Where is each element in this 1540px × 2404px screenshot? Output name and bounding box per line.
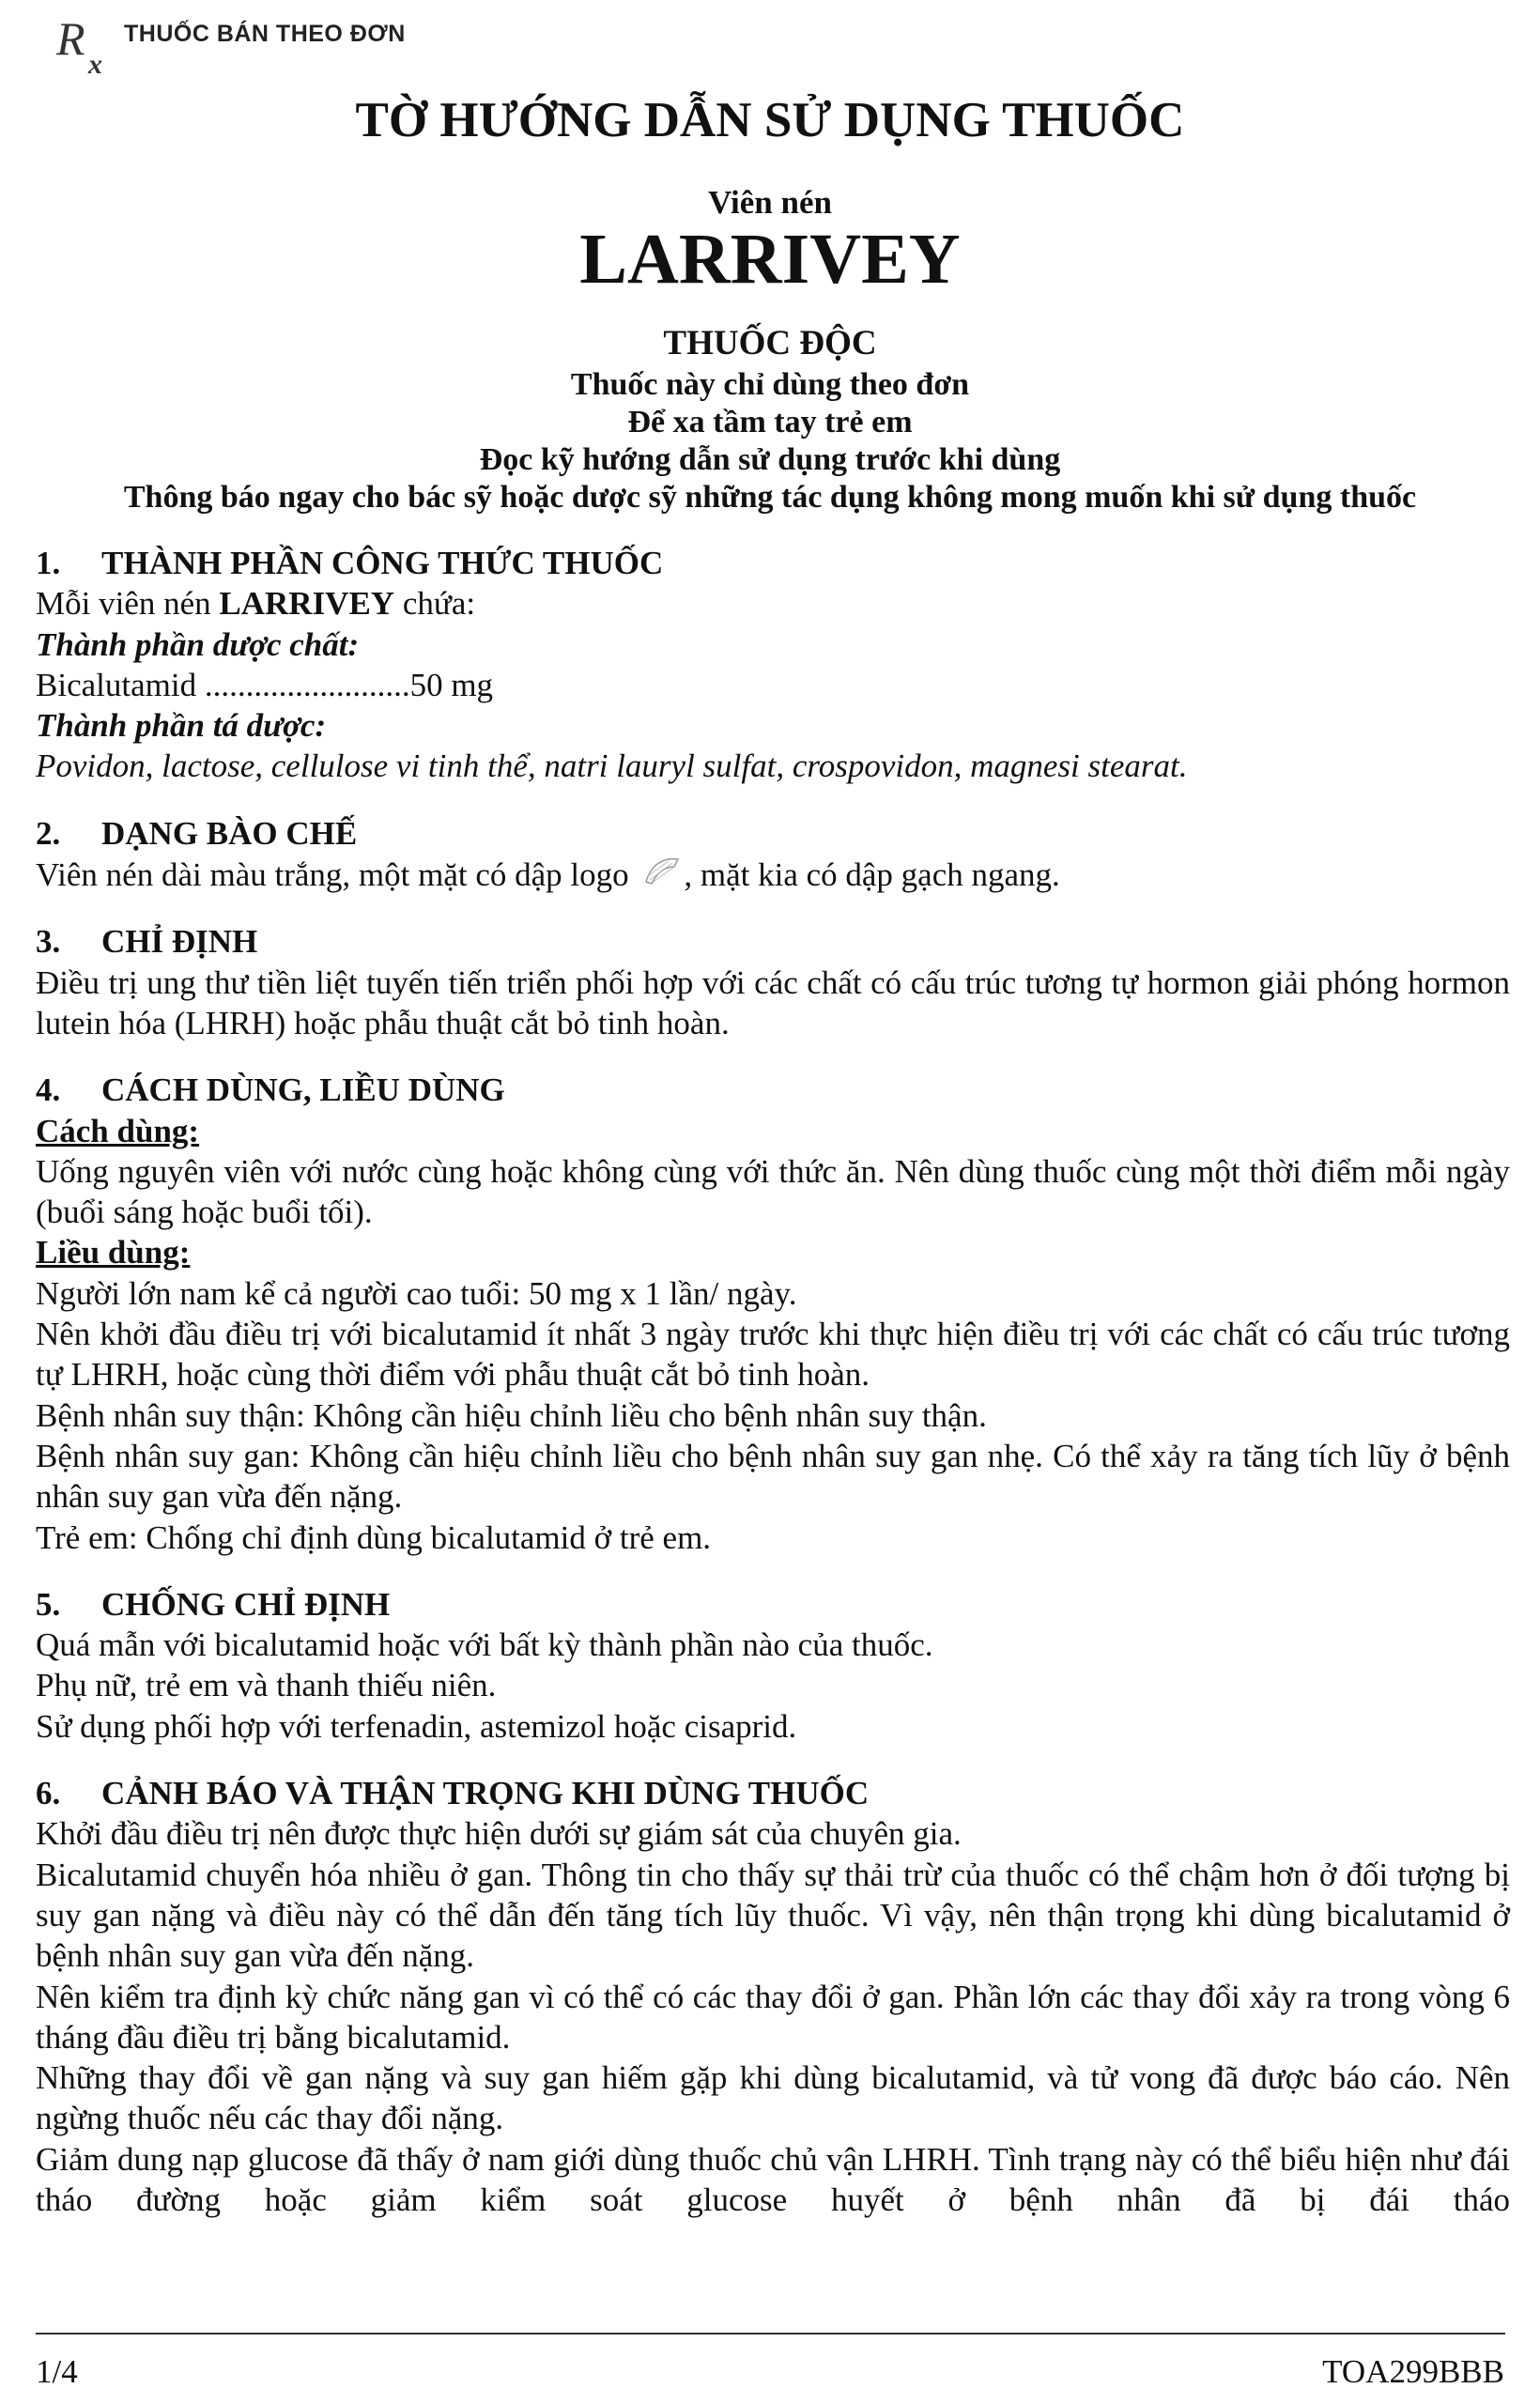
dose-line: Trẻ em: Chống chỉ định dùng bicalutamid ở trẻ em. bbox=[36, 1518, 712, 1556]
product-name: LARRIVEY bbox=[579, 220, 961, 299]
dosage-form-description bbox=[36, 854, 1510, 895]
section-heading bbox=[36, 1584, 1510, 1625]
section-number: 5. bbox=[36, 1585, 61, 1623]
indication-text: Điều trị ung thư tiền liệt tuyến tiến triển phối hợp với các chất có cấu trúc tương tự hormon giải phóng hormon lutein hóa (LHRH) hoặc phẫu thuật cắt bỏ tinh hoàn. bbox=[36, 963, 1510, 1041]
dose-label: Liều dùng: bbox=[36, 1234, 191, 1271]
intro-text: Mỗi viên nén bbox=[36, 585, 220, 623]
dosage-form: Viên nén bbox=[708, 184, 832, 221]
warning-paragraph: Nên kiểm tra định kỳ chức năng gan vì có thể có các thay đổi ở gan. Phần lớn các thay đổi xảy ra trong vòng 6 tháng đầu điều trị bằng bicalutamid. bbox=[36, 1978, 1510, 2056]
composition-intro bbox=[36, 583, 1510, 624]
intro-suffix: chứa: bbox=[394, 585, 476, 623]
section-heading bbox=[36, 1070, 1510, 1110]
active-ingredient-label: Thành phần dược chất: bbox=[36, 625, 360, 663]
section-title: CẢNH BÁO VÀ THẬN TRỌNG KHI DÙNG THUỐC bbox=[101, 1775, 870, 1812]
section-number: 6. bbox=[36, 1775, 61, 1812]
contraindication-line: Phụ nữ, trẻ em và thanh thiếu niên. bbox=[36, 1667, 497, 1704]
warning-paragraph: Giảm dung nạp glucose đã thấy ở nam giới dùng thuốc chủ vận LHRH. Tình trạng này có thể biểu hiện như đái tháo đường hoặc giảm kiểm soát glucose huyết ở bệnh nhân đã bị đái tháo bbox=[36, 2140, 1510, 2218]
section-number: 1. bbox=[36, 545, 61, 581]
excipient-label: Thành phần tá dược: bbox=[36, 707, 327, 745]
dose-line: Bệnh nhân suy thận: Không cần hiệu chỉnh liều cho bệnh nhân suy thận. bbox=[36, 1396, 987, 1434]
rx-prescription-icon bbox=[54, 13, 122, 79]
warning-line: Thông báo ngay cho bác sỹ hoặc dược sỹ những tác dụng không mong muốn khi sử dụng thuốc bbox=[123, 480, 1417, 515]
intro-product: LARRIVEY bbox=[219, 585, 395, 623]
section-heading bbox=[36, 921, 1510, 962]
prescription-label: THUỐC BÁN THEO ĐƠN bbox=[124, 21, 406, 47]
usage-label: Cách dùng: bbox=[36, 1112, 200, 1149]
svg-text:x: x bbox=[88, 49, 102, 79]
usage-text: Uống nguyên viên với nước cùng hoặc không cùng với thức ăn. Nên dùng thuốc cùng một thời điểm mỗi ngày (buổi sáng hoặc buổi tối). bbox=[36, 1152, 1510, 1231]
document-title: TỜ HƯỚNG DẪN SỬ DỤNG THUỐC bbox=[355, 93, 1185, 147]
section-number: 2. bbox=[36, 814, 61, 852]
dose-line: Nên khởi đầu điều trị với bicalutamid ít nhất 3 ngày trước khi thực hiện điều trị với các chất có cấu trúc tương tự LHRH, hoặc cùng thời điểm với phẫu thuật cắt bỏ tinh hoàn. bbox=[36, 1316, 1510, 1394]
section-heading bbox=[36, 813, 1510, 854]
section-heading bbox=[36, 1773, 1510, 1813]
section-title: CHỈ ĐỊNH bbox=[101, 923, 258, 961]
dose-line: Bệnh nhân suy gan: Không cần hiệu chỉnh liều cho bệnh nhân suy gan nhẹ. Có thể xảy ra tăng tích lũy ở bệnh nhân suy gan vừa đến nặng. bbox=[36, 1437, 1510, 1516]
warning-paragraph: Khởi đầu điều trị nên được thực hiện dưới sự giám sát của chuyên gia. bbox=[36, 1815, 962, 1853]
section-title: DẠNG BÀO CHẾ bbox=[101, 814, 358, 852]
warning-line: Để xa tầm tay trẻ em bbox=[627, 405, 913, 439]
section-number: 4. bbox=[36, 1071, 61, 1109]
leaflet-body bbox=[36, 543, 1510, 2220]
section-title: THÀNH PHẦN CÔNG THỨC THUỐC bbox=[101, 545, 664, 581]
warning-line: THUỐC ĐỘC bbox=[663, 324, 877, 362]
active-ingredient-line: Bicalutamid .........................50 mg bbox=[36, 666, 494, 703]
footer-divider bbox=[36, 2333, 1505, 2335]
page-number: 1/4 bbox=[36, 2353, 78, 2390]
section-title: CÁCH DÙNG, LIỀU DÙNG bbox=[101, 1071, 505, 1109]
warning-paragraph: Những thay đổi về gan nặng và suy gan hiếm gặp khi dùng bicalutamid, và tử vong đã được báo cáo. Nên ngừng thuốc nếu các thay đổi nặng. bbox=[36, 2059, 1510, 2137]
excipient-line: Povidon, lactose, cellulose vi tinh thể, natri lauryl sulfat, crospovidon, magnesi stearat. bbox=[36, 747, 1188, 785]
dose-line: Người lớn nam kể cả người cao tuổi: 50 mg x 1 lần/ ngày. bbox=[36, 1274, 797, 1312]
tablet-logo-icon bbox=[640, 854, 684, 889]
contraindication-line: Sử dụng phối hợp với terfenadin, astemizol hoặc cisaprid. bbox=[36, 1707, 797, 1745]
warning-line: Đọc kỹ hướng dẫn sử dụng trước khi dùng bbox=[479, 442, 1061, 477]
section-title: CHỐNG CHỈ ĐỊNH bbox=[101, 1585, 391, 1623]
contraindication-line: Quá mẫn với bicalutamid hoặc với bất kỳ thành phần nào của thuốc. bbox=[36, 1626, 933, 1664]
warning-paragraph: Bicalutamid chuyển hóa nhiều ở gan. Thông tin cho thấy sự thải trừ của thuốc có thể chậm hơn ở đối tượng bị suy gan nặng và điều này có thể dẫn đến tăng tích lũy thuốc. Vì vậy, nên thận trọng khi dùng bicalutamid ở bệnh nhân suy gan vừa đến nặng. bbox=[36, 1856, 1510, 1975]
section-heading bbox=[36, 543, 1510, 583]
description-text: Viên nén dài màu trắng, một mặt có dập logo bbox=[36, 856, 638, 894]
description-suffix: , mặt kia có dập gạch ngang. bbox=[684, 856, 1060, 894]
document-code: TOA299BBB bbox=[1322, 2353, 1504, 2390]
svg-text:R: R bbox=[56, 13, 85, 65]
warning-line: Thuốc này chỉ dùng theo đơn bbox=[570, 367, 970, 402]
section-number: 3. bbox=[36, 923, 61, 961]
